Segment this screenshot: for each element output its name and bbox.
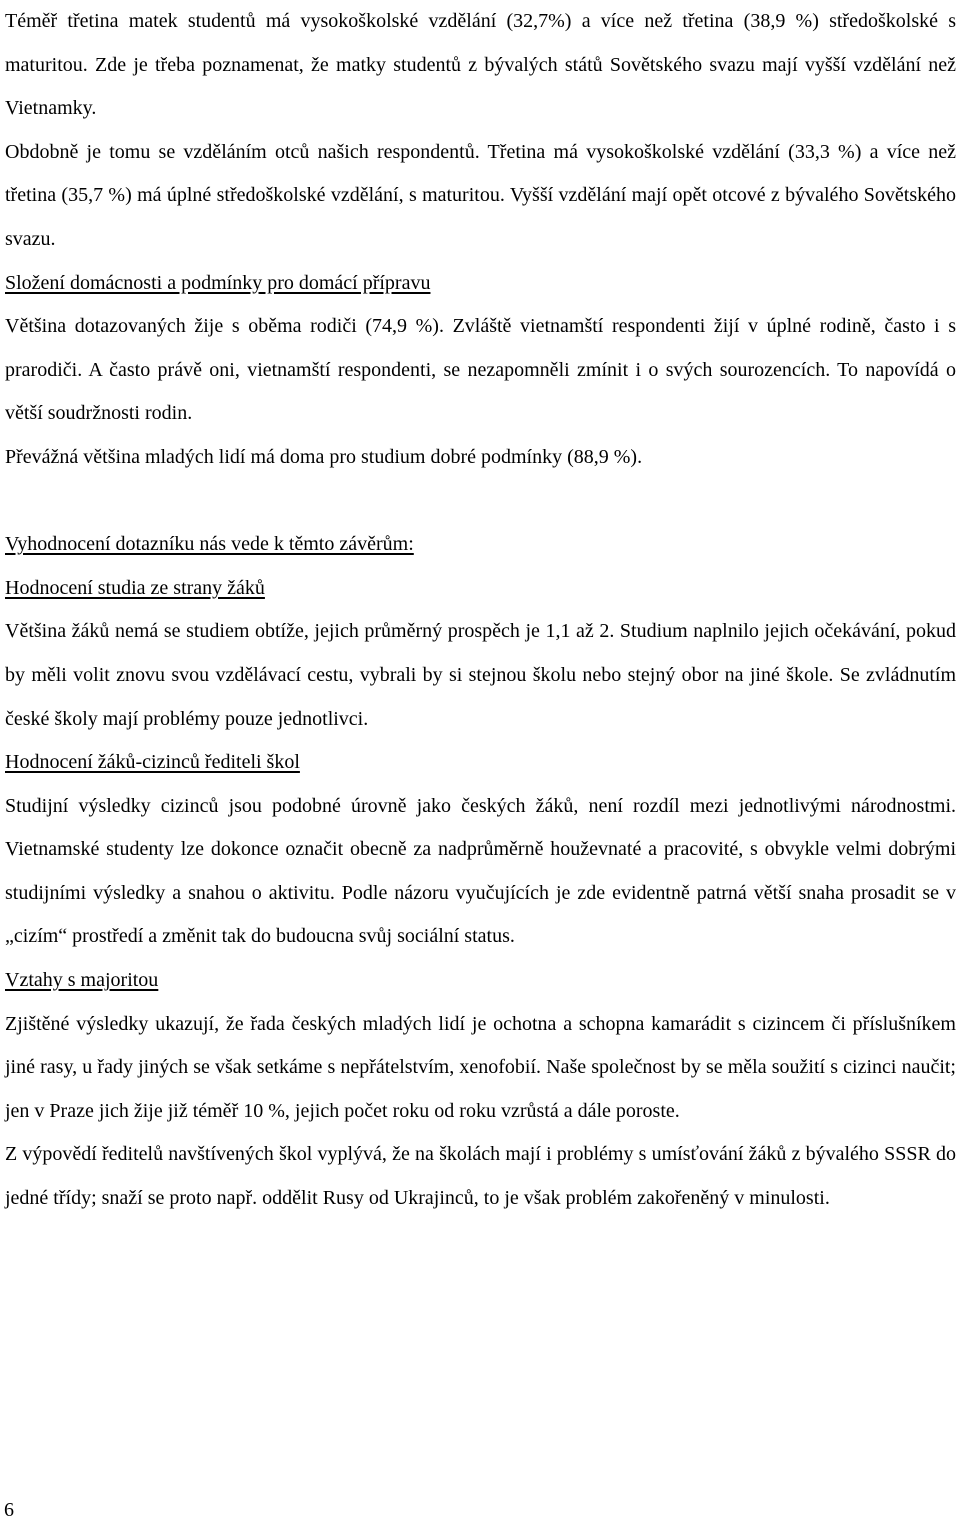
paragraph-majority-relations: Zjištěné výsledky ukazují, že řada českých mladých lidí je ochotna a schopna kamarádit s cizincem či příslušníkem jiné rasy, u řady jiných se však setkáme s nepřátelstvím, xenofobií. Naše společnost by se měla soužití s cizinci naučit; jen v Praze jich žije již téměř 10 %, jejich počet roku od roku vzrůstá a dále poroste.	[5, 1012, 956, 1122]
paragraph-directors-statements: Z výpovědí ředitelů navštívených škol vyplývá, že na školách mají i problémy s umísťování žáků z bývalého SSSR do jedné třídy; snaží se proto např. oddělit Rusy od Ukrajinců, to je však problém zakořeněný v minulosti.	[5, 1143, 956, 1210]
paragraph-student-evaluation: Většina žáků nemá se studiem obtíže, jejich průměrný prospěch je 1,1 až 2. Studium naplnilo jejich očekávání, pokud by měli volit znovu svou vzdělávací cestu, vybrali by si stejnou školu nebo stejný obor na jiné škole. Se zvládnutím české školy mají problémy pouze jednotlivci.	[5, 620, 956, 730]
paragraph-mothers-education: Téměř třetina matek studentů má vysokoškolské vzdělání (32,7%) a více než třetina (38,9 %) středoškolské s maturitou. Zde je třeba poznamenat, že matky studentů z bývalých států Sovětského svazu mají vyšší vzdělání než Vietnamky.	[5, 10, 956, 120]
page-number: 6	[4, 1499, 14, 1521]
heading-household: Složení domácnosti a podmínky pro domácí přípravu	[5, 271, 431, 294]
heading-student-evaluation: Hodnocení studia ze strany žáků	[5, 576, 265, 599]
heading-majority-relations: Vztahy s majoritou	[5, 969, 159, 992]
paragraph-fathers-education: Obdobně je tomu se vzděláním otců našich respondentů. Třetina má vysokoškolské vzdělání (33,3 %) a více než třetina (35,7 %) má úplné středoškolské vzdělání, s maturitou. Vyšší vzdělání mají opět otcové z bývalého Sovětského svazu.	[5, 140, 956, 250]
heading-director-evaluation: Hodnocení žáků-cizinců řediteli škol	[5, 751, 300, 774]
section-spacer	[5, 480, 956, 524]
paragraph-study-conditions: Převážná většina mladých lidí má doma pro studium dobré podmínky (88,9 %).	[5, 445, 643, 468]
paragraph-director-evaluation: Studijní výsledky cizinců jsou podobné úrovně jako českých žáků, není rozdíl mezi jednotlivými národnostmi. Vietnamské studenty lze dokonce označit obecně za nadprůměrně houževnaté a pracovité, s obvykle velmi dobrými studijními výsledky a snahou o aktivitu. Podle názoru vyučujících je zde evidentně patrná větší snaha prosadit se v „cizím“ prostředí a změnit tak do budoucna svůj sociální status.	[5, 794, 956, 948]
document-body	[5, 0, 956, 1221]
paragraph-household: Většina dotazovaných žije s oběma rodiči (74,9 %). Zvláště vietnamští respondenti žijí v úplné rodině, často i s prarodiči. A často právě oni, vietnamští respondenti, se nezapomněli zmínit i o svých sourozencích. To napovídá o větší soudržnosti rodin.	[5, 315, 956, 425]
heading-conclusions: Vyhodnocení dotazníku nás vede k těmto závěrům:	[5, 533, 414, 556]
